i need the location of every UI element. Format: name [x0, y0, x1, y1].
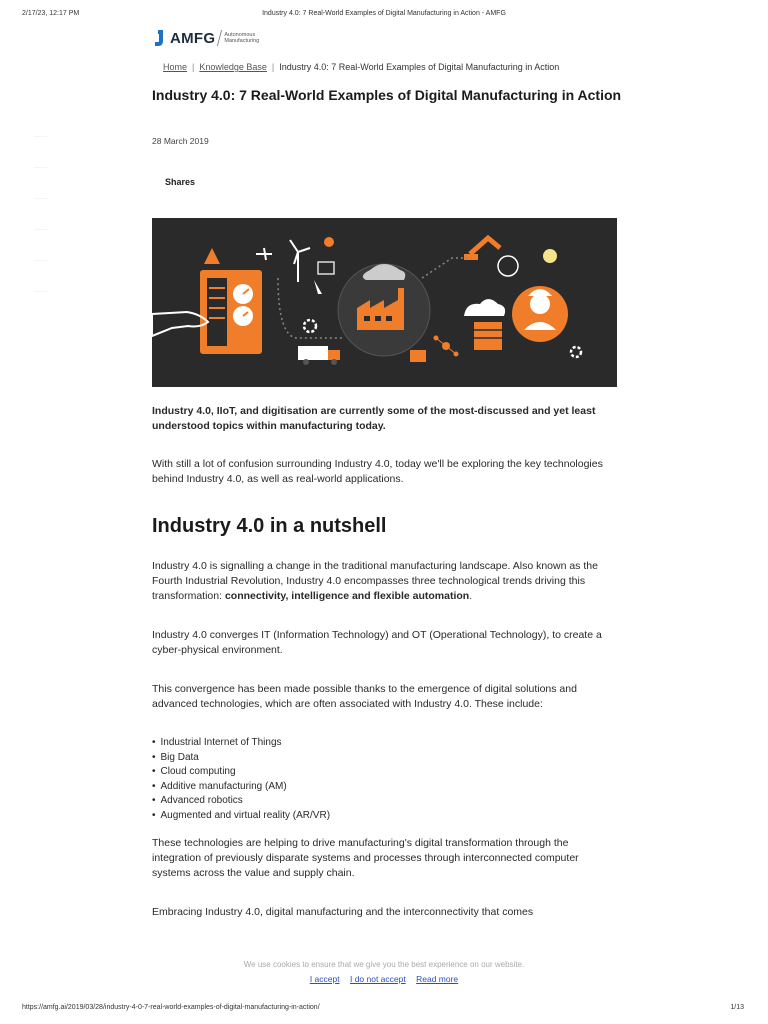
control-panel-icon	[200, 270, 262, 354]
cookie-decline-link[interactable]: I do not accept	[349, 974, 406, 984]
share-more-icon[interactable]	[34, 279, 48, 292]
article-lead: Industry 4.0, IIoT, and digitisation are currently some of the most-discussed and yet least understood topics within manufacturing today.	[152, 405, 596, 432]
breadcrumb-divider: |	[271, 62, 275, 72]
article-paragraph: Industry 4.0 is signalling a change in the traditional manufacturing landscape. Also known as the Fourth Industrial Revolution, Industry 4.0 encompasses three technological trends driving this transformation: connectivity, intelligence and flexible automation.	[152, 560, 598, 602]
print-title: Industry 4.0: 7 Real-World Examples of Digital Manufacturing in Action - AMFG	[262, 10, 506, 17]
print-url: https://amfg.ai/2019/03/28/industry-4-0-7-real-world-examples-of-digital-manufacturing-in-action/	[22, 1004, 320, 1011]
article-paragraph: Embracing Industry 4.0, digital manufacturing and the interconnectivity that comes	[152, 906, 534, 918]
article-paragraph: Industry 4.0 converges IT (Information Technology) and OT (Operational Technology), to create a cyber-physical environment.	[152, 629, 602, 656]
article-paragraph: This convergence has been made possible thanks to the emergence of digital solutions and advanced technologies, which are often associated with Industry 4.0. These include:	[152, 683, 577, 710]
list-item: • Big Data	[152, 751, 617, 766]
cookie-actions	[0, 974, 768, 984]
site-logo[interactable]	[155, 28, 259, 48]
share-linkedin-icon[interactable]	[34, 186, 48, 199]
logo-brand: AMFG	[170, 29, 216, 47]
list-item: • Additive manufacturing (AM)	[152, 780, 617, 795]
list-item: • Industrial Internet of Things	[152, 736, 617, 751]
shares-label: Shares	[165, 177, 196, 187]
logo-separator	[217, 30, 222, 46]
print-timestamp: 2/17/23, 12:17 PM	[22, 10, 80, 17]
factory-hub-icon	[338, 264, 430, 356]
industry-illustration-svg	[152, 218, 617, 387]
share-email-icon[interactable]	[34, 248, 48, 261]
share-facebook-icon[interactable]	[34, 124, 48, 137]
cookie-read-more-link[interactable]: Read more	[416, 974, 459, 984]
cookie-banner	[0, 958, 768, 988]
cookie-accept-link[interactable]: I accept	[309, 974, 340, 984]
list-item: • Augmented and virtual reality (AR/VR)	[152, 809, 617, 824]
article-paragraph: These technologies are helping to drive manufacturing's digital transformation through the integration of previously disparate systems and processes through interconnected computer systems across the value and supply chain.	[152, 837, 579, 879]
breadcrumb	[163, 62, 559, 72]
worker-icon	[512, 286, 568, 342]
breadcrumb-knowledge-base[interactable]: Knowledge Base	[199, 62, 267, 72]
print-page-number: 1/13	[730, 1004, 744, 1011]
breadcrumb-current: Industry 4.0: 7 Real-World Examples of Digital Manufacturing in Action	[279, 62, 560, 72]
logo-tagline: Autonomous Manufacturing	[224, 32, 260, 44]
monitor-icon	[410, 350, 426, 362]
list-item: • Cloud computing	[152, 765, 617, 780]
share-pinterest-icon[interactable]	[34, 217, 48, 230]
cookie-message: We use cookies to ensure that we give you the best experience on our website.	[243, 960, 525, 969]
article-body	[152, 404, 617, 920]
hero-illustration	[152, 218, 617, 387]
section-heading: Industry 4.0 in a nutshell	[152, 515, 387, 537]
breadcrumb-divider: |	[192, 62, 195, 72]
list-item: • Advanced robotics	[152, 794, 617, 809]
share-twitter-icon[interactable]	[34, 155, 48, 168]
article-title: Industry 4.0: 7 Real-World Examples of Digital Manufacturing in Action	[152, 87, 622, 103]
article-date: 28 March 2019	[152, 136, 209, 146]
article-paragraph: With still a lot of confusion surrounding Industry 4.0, today we'll be exploring the key technologies behind Industry 4.0, as well as real-world applications.	[152, 458, 603, 485]
technology-list	[152, 736, 617, 823]
sun-icon	[324, 237, 334, 247]
amfg-logo-icon	[155, 30, 166, 46]
breadcrumb-home[interactable]: Home	[163, 62, 188, 72]
light-bulb-icon	[543, 249, 557, 263]
share-sidebar	[34, 124, 48, 310]
